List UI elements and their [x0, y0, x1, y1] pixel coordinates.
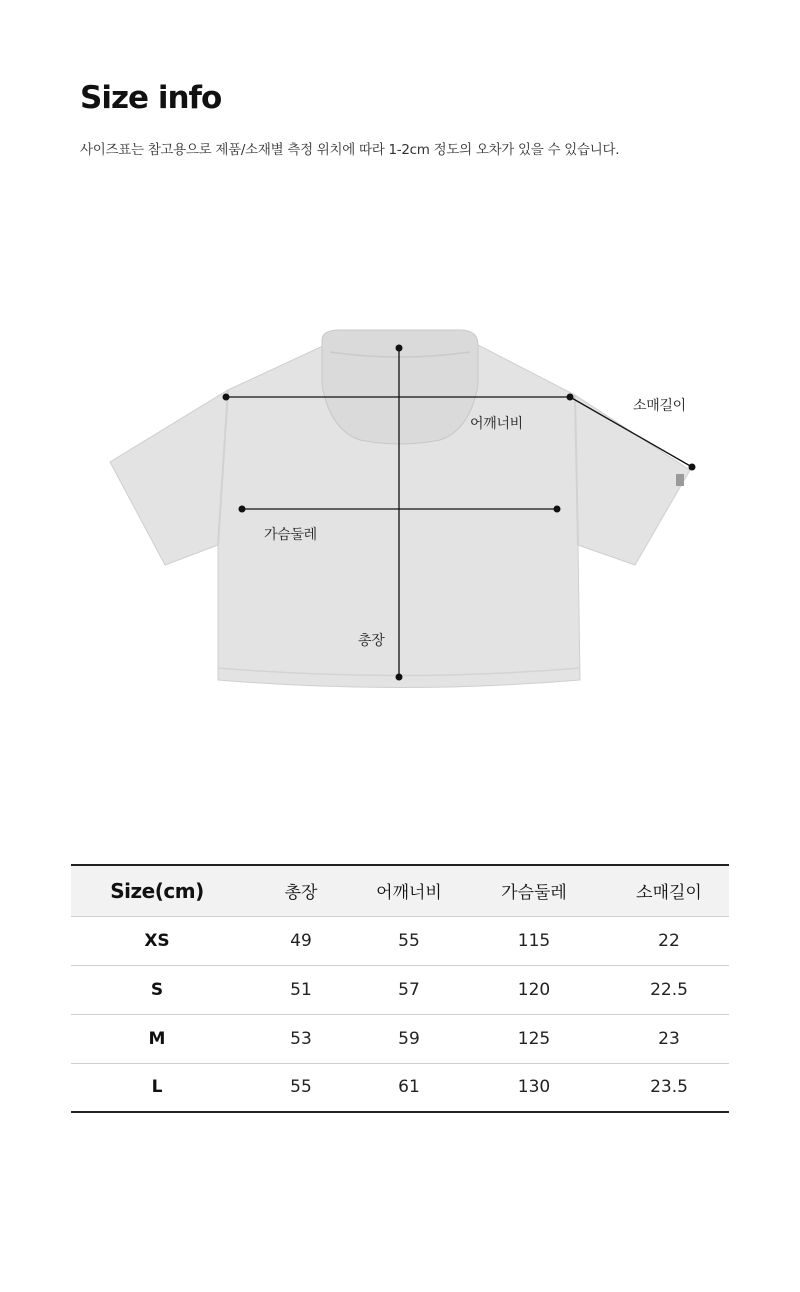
- shoulder-cell: 57: [359, 965, 459, 1014]
- size-disclaimer: 사이즈표는 참고용으로 제품/소재별 측정 위치에 따라 1-2cm 정도의 오차가 있을 수 있습니다.: [80, 142, 620, 158]
- length-cell: 55: [243, 1063, 359, 1112]
- sleeve-label: 소매길이: [633, 398, 686, 414]
- table-row: [71, 1063, 729, 1112]
- size-cell: XS: [71, 916, 243, 965]
- length-point-bottom: [396, 674, 403, 681]
- chest-cell: 130: [459, 1063, 609, 1112]
- table-header-size: Size(cm): [71, 865, 243, 916]
- size-cell: S: [71, 965, 243, 1014]
- shoulder-label: 어깨너비: [470, 416, 523, 432]
- sleeve-tag: [676, 474, 684, 486]
- table-header-chest: 가슴둘레: [459, 865, 609, 916]
- shoulder-point-left: [223, 394, 230, 401]
- shoulder-cell: 61: [359, 1063, 459, 1112]
- chest-cell: 125: [459, 1014, 609, 1063]
- chest-cell: 115: [459, 916, 609, 965]
- length-cell: 51: [243, 965, 359, 1014]
- length-cell: 49: [243, 916, 359, 965]
- table-header-length: 총장: [243, 865, 359, 916]
- chest-point-left: [239, 506, 246, 513]
- shoulder-cell: 59: [359, 1014, 459, 1063]
- sleeve-cell: 23: [609, 1014, 729, 1063]
- size-table: [71, 864, 729, 1113]
- chest-point-right: [554, 506, 561, 513]
- length-cell: 53: [243, 1014, 359, 1063]
- sleeve-cell: 22.5: [609, 965, 729, 1014]
- size-cell: L: [71, 1063, 243, 1112]
- length-label: 총장: [358, 633, 385, 649]
- shoulder-cell: 55: [359, 916, 459, 965]
- table-row: [71, 1014, 729, 1063]
- chest-cell: 120: [459, 965, 609, 1014]
- table-row: [71, 916, 729, 965]
- table-header-sleeve: 소매길이: [609, 865, 729, 916]
- table-row: [71, 965, 729, 1014]
- sleeve-cell: 23.5: [609, 1063, 729, 1112]
- table-header-row: [71, 865, 729, 916]
- table-header-shoulder: 어깨너비: [359, 865, 459, 916]
- page-title: Size info: [80, 80, 222, 116]
- chest-label: 가슴둘레: [264, 527, 317, 543]
- length-point-top: [396, 345, 403, 352]
- size-cell: M: [71, 1014, 243, 1063]
- sleeve-cell: 22: [609, 916, 729, 965]
- sleeve-point-end: [689, 464, 696, 471]
